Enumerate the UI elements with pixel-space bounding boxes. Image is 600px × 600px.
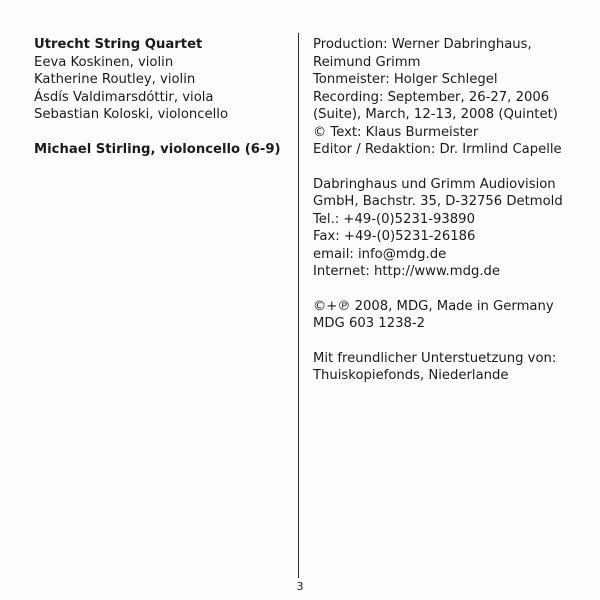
contact-email: email: info@mdg.de [313,246,447,262]
credit-line: Editor / Redaktion: Dr. Irmlind Capelle [313,142,562,157]
contact-line: Tel.: +49-(0)5231-93890 [313,211,475,227]
page-number: 3 [296,580,304,593]
spacer [313,159,593,176]
copyright-line: ©+℗ 2008, MDG, Made in Germany [313,298,554,314]
ensemble-member: Ásdís Valdimarsdóttir, viola [34,89,214,105]
spacer [34,124,284,141]
support-line: Thuiskopiefonds, Niederlande [313,368,509,383]
credits-column [313,36,593,385]
spacer [313,333,593,350]
guest-performer: Michael Stirling, violoncello (6-9) [34,141,281,157]
contact-website: Internet: http://www.mdg.de [313,264,500,279]
publisher-contact [313,176,593,281]
spacer [313,281,593,298]
credit-line: (Suite), March, 12-13, 2008 (Quintet) [313,107,558,122]
credit-line: © Text: Klaus Burmeister [313,124,479,140]
ensemble-member: Eeva Koskinen, violin [34,54,174,70]
credit-line: Reimund Grimm [313,54,421,70]
credit-line: Recording: September, 26-27, 2006 [313,89,550,105]
ensemble-member: Sebastian Koloski, violoncello [34,107,229,122]
contact-line: Fax: +49-(0)5231-26186 [313,229,476,244]
credit-line: Tonmeister: Holger Schlegel [313,72,498,87]
catalog-number: MDG 603 1238-2 [313,316,426,331]
contact-line: GmbH, Bachstr. 35, D-32756 Detmold [313,194,563,209]
copyright-block [313,298,593,333]
performers-column [34,36,284,158]
support-block [313,350,593,385]
ensemble-member: Katherine Routley, violin [34,72,196,87]
ensemble-name: Utrecht String Quartet [34,37,203,52]
credit-line: Production: Werner Dabringhaus, [313,37,532,52]
production-credits [313,36,593,159]
contact-line: Dabringhaus und Grimm Audiovision [313,176,556,192]
column-divider [298,33,299,578]
support-line: Mit freundlicher Unterstuetzung von: [313,350,557,366]
